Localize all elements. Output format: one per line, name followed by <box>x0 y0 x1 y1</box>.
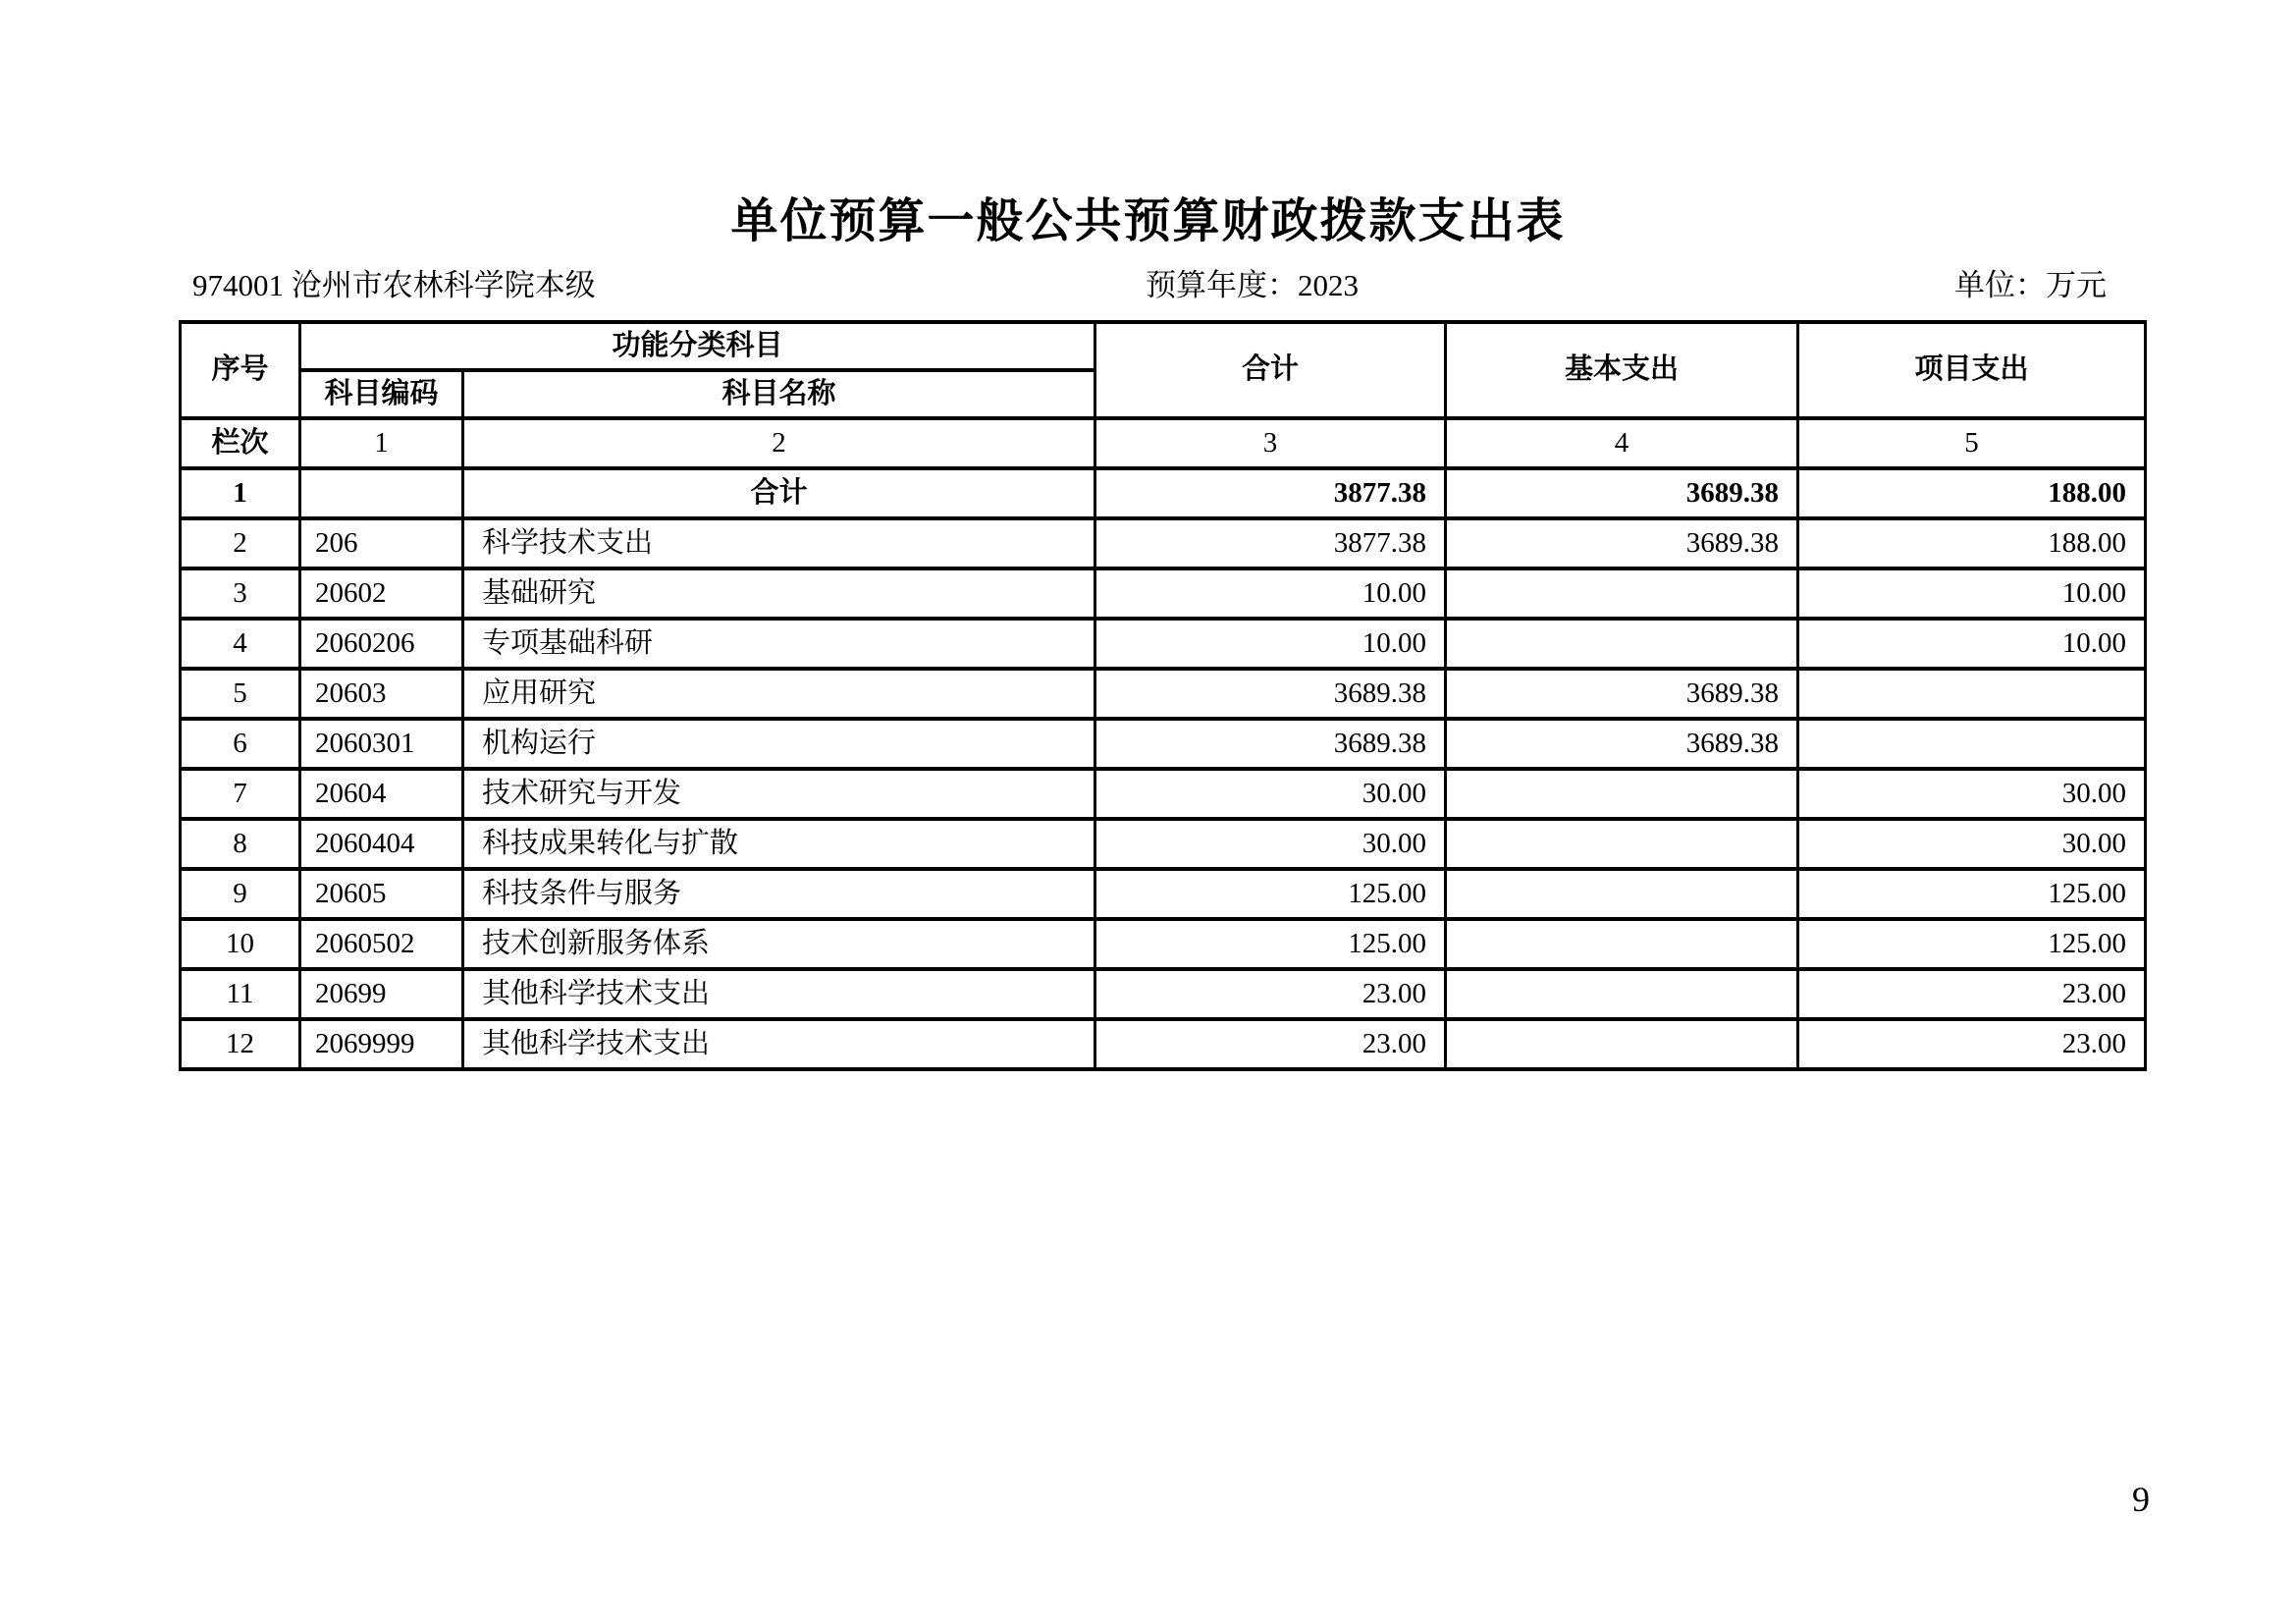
cell-seq: 9 <box>181 869 300 919</box>
cell-total: 125.00 <box>1095 919 1446 969</box>
cell-basic <box>1446 619 1798 669</box>
cell-total: 3689.38 <box>1095 719 1446 769</box>
cell-basic: 3689.38 <box>1446 518 1798 568</box>
cell-basic: 3689.38 <box>1446 669 1798 719</box>
colindex-2: 2 <box>463 418 1095 468</box>
cell-total: 3689.38 <box>1095 669 1446 719</box>
cell-code: 206 <box>300 518 463 568</box>
colindex-4: 4 <box>1446 418 1798 468</box>
table-body <box>181 468 2146 1069</box>
cell-project: 10.00 <box>1798 568 2146 619</box>
cell-project: 23.00 <box>1798 969 2146 1019</box>
unit-code-name: 974001 沧州市农林科学院本级 <box>192 268 596 302</box>
column-index-row <box>181 418 2146 468</box>
colindex-5: 5 <box>1798 418 2146 468</box>
cell-basic: 3689.38 <box>1446 468 1798 518</box>
table-row <box>181 969 2146 1019</box>
colindex-label: 栏次 <box>181 418 300 468</box>
cell-basic <box>1446 1019 1798 1069</box>
cell-basic: 3689.38 <box>1446 719 1798 769</box>
cell-total: 125.00 <box>1095 869 1446 919</box>
cell-code: 20602 <box>300 568 463 619</box>
cell-basic <box>1446 919 1798 969</box>
cell-basic <box>1446 819 1798 869</box>
cell-project: 125.00 <box>1798 869 2146 919</box>
cell-project: 188.00 <box>1798 468 2146 518</box>
table-row <box>181 819 2146 869</box>
header-project-expenditure: 项目支出 <box>1798 322 2146 418</box>
cell-project <box>1798 719 2146 769</box>
table-row <box>181 468 2146 518</box>
cell-seq: 2 <box>181 518 300 568</box>
cell-name: 应用研究 <box>463 669 1095 719</box>
cell-code <box>300 468 463 518</box>
cell-seq: 1 <box>181 468 300 518</box>
cell-total: 3877.38 <box>1095 518 1446 568</box>
cell-project: 10.00 <box>1798 619 2146 669</box>
table-row <box>181 719 2146 769</box>
cell-name: 其他科学技术支出 <box>463 969 1095 1019</box>
cell-code: 2060206 <box>300 619 463 669</box>
cell-seq: 5 <box>181 669 300 719</box>
table-row <box>181 869 2146 919</box>
cell-total: 30.00 <box>1095 819 1446 869</box>
table-row <box>181 669 2146 719</box>
header-subject-name: 科目名称 <box>463 370 1095 418</box>
table-row <box>181 1019 2146 1069</box>
table-row <box>181 568 2146 619</box>
colindex-3: 3 <box>1095 418 1446 468</box>
header-seq: 序号 <box>181 322 300 418</box>
cell-name: 科技条件与服务 <box>463 869 1095 919</box>
header-row-1 <box>181 322 2146 370</box>
budget-year: 预算年度：2023 <box>1146 268 1359 302</box>
cell-code: 2069999 <box>300 1019 463 1069</box>
cell-code: 20699 <box>300 969 463 1019</box>
cell-seq: 7 <box>181 769 300 819</box>
cell-code: 2060502 <box>300 919 463 969</box>
header-subject-code: 科目编码 <box>300 370 463 418</box>
cell-seq: 3 <box>181 568 300 619</box>
table-row <box>181 919 2146 969</box>
cell-seq: 10 <box>181 919 300 969</box>
cell-project: 188.00 <box>1798 518 2146 568</box>
cell-name: 专项基础科研 <box>463 619 1095 669</box>
cell-code: 20603 <box>300 669 463 719</box>
unit-of-measure: 单位：万元 <box>1954 268 2107 302</box>
cell-name: 技术研究与开发 <box>463 769 1095 819</box>
header-func-category: 功能分类科目 <box>300 322 1095 370</box>
cell-seq: 11 <box>181 969 300 1019</box>
cell-code: 2060301 <box>300 719 463 769</box>
meta-row <box>179 263 2144 308</box>
cell-seq: 4 <box>181 619 300 669</box>
cell-name: 其他科学技术支出 <box>463 1019 1095 1069</box>
cell-name: 合计 <box>463 468 1095 518</box>
cell-project: 125.00 <box>1798 919 2146 969</box>
cell-basic <box>1446 568 1798 619</box>
cell-basic <box>1446 969 1798 1019</box>
expenditure-table <box>179 320 2147 1071</box>
cell-project <box>1798 669 2146 719</box>
cell-name: 技术创新服务体系 <box>463 919 1095 969</box>
colindex-1: 1 <box>300 418 463 468</box>
table-row <box>181 619 2146 669</box>
table-row <box>181 769 2146 819</box>
cell-total: 3877.38 <box>1095 468 1446 518</box>
cell-total: 23.00 <box>1095 969 1446 1019</box>
cell-total: 23.00 <box>1095 1019 1446 1069</box>
cell-code: 20604 <box>300 769 463 819</box>
cell-total: 10.00 <box>1095 619 1446 669</box>
table-row <box>181 518 2146 568</box>
cell-seq: 8 <box>181 819 300 869</box>
cell-name: 科学技术支出 <box>463 518 1095 568</box>
cell-total: 30.00 <box>1095 769 1446 819</box>
cell-project: 30.00 <box>1798 769 2146 819</box>
cell-name: 科技成果转化与扩散 <box>463 819 1095 869</box>
page-title: 单位预算一般公共预算财政拨款支出表 <box>730 195 1566 247</box>
cell-basic <box>1446 869 1798 919</box>
cell-project: 30.00 <box>1798 819 2146 869</box>
cell-code: 20605 <box>300 869 463 919</box>
header-basic-expenditure: 基本支出 <box>1446 322 1798 418</box>
cell-seq: 12 <box>181 1019 300 1069</box>
cell-basic <box>1446 769 1798 819</box>
cell-project: 23.00 <box>1798 1019 2146 1069</box>
cell-seq: 6 <box>181 719 300 769</box>
page-number: 9 <box>2132 1480 2150 1519</box>
header-total: 合计 <box>1095 322 1446 418</box>
cell-total: 10.00 <box>1095 568 1446 619</box>
cell-code: 2060404 <box>300 819 463 869</box>
cell-name: 机构运行 <box>463 719 1095 769</box>
cell-name: 基础研究 <box>463 568 1095 619</box>
